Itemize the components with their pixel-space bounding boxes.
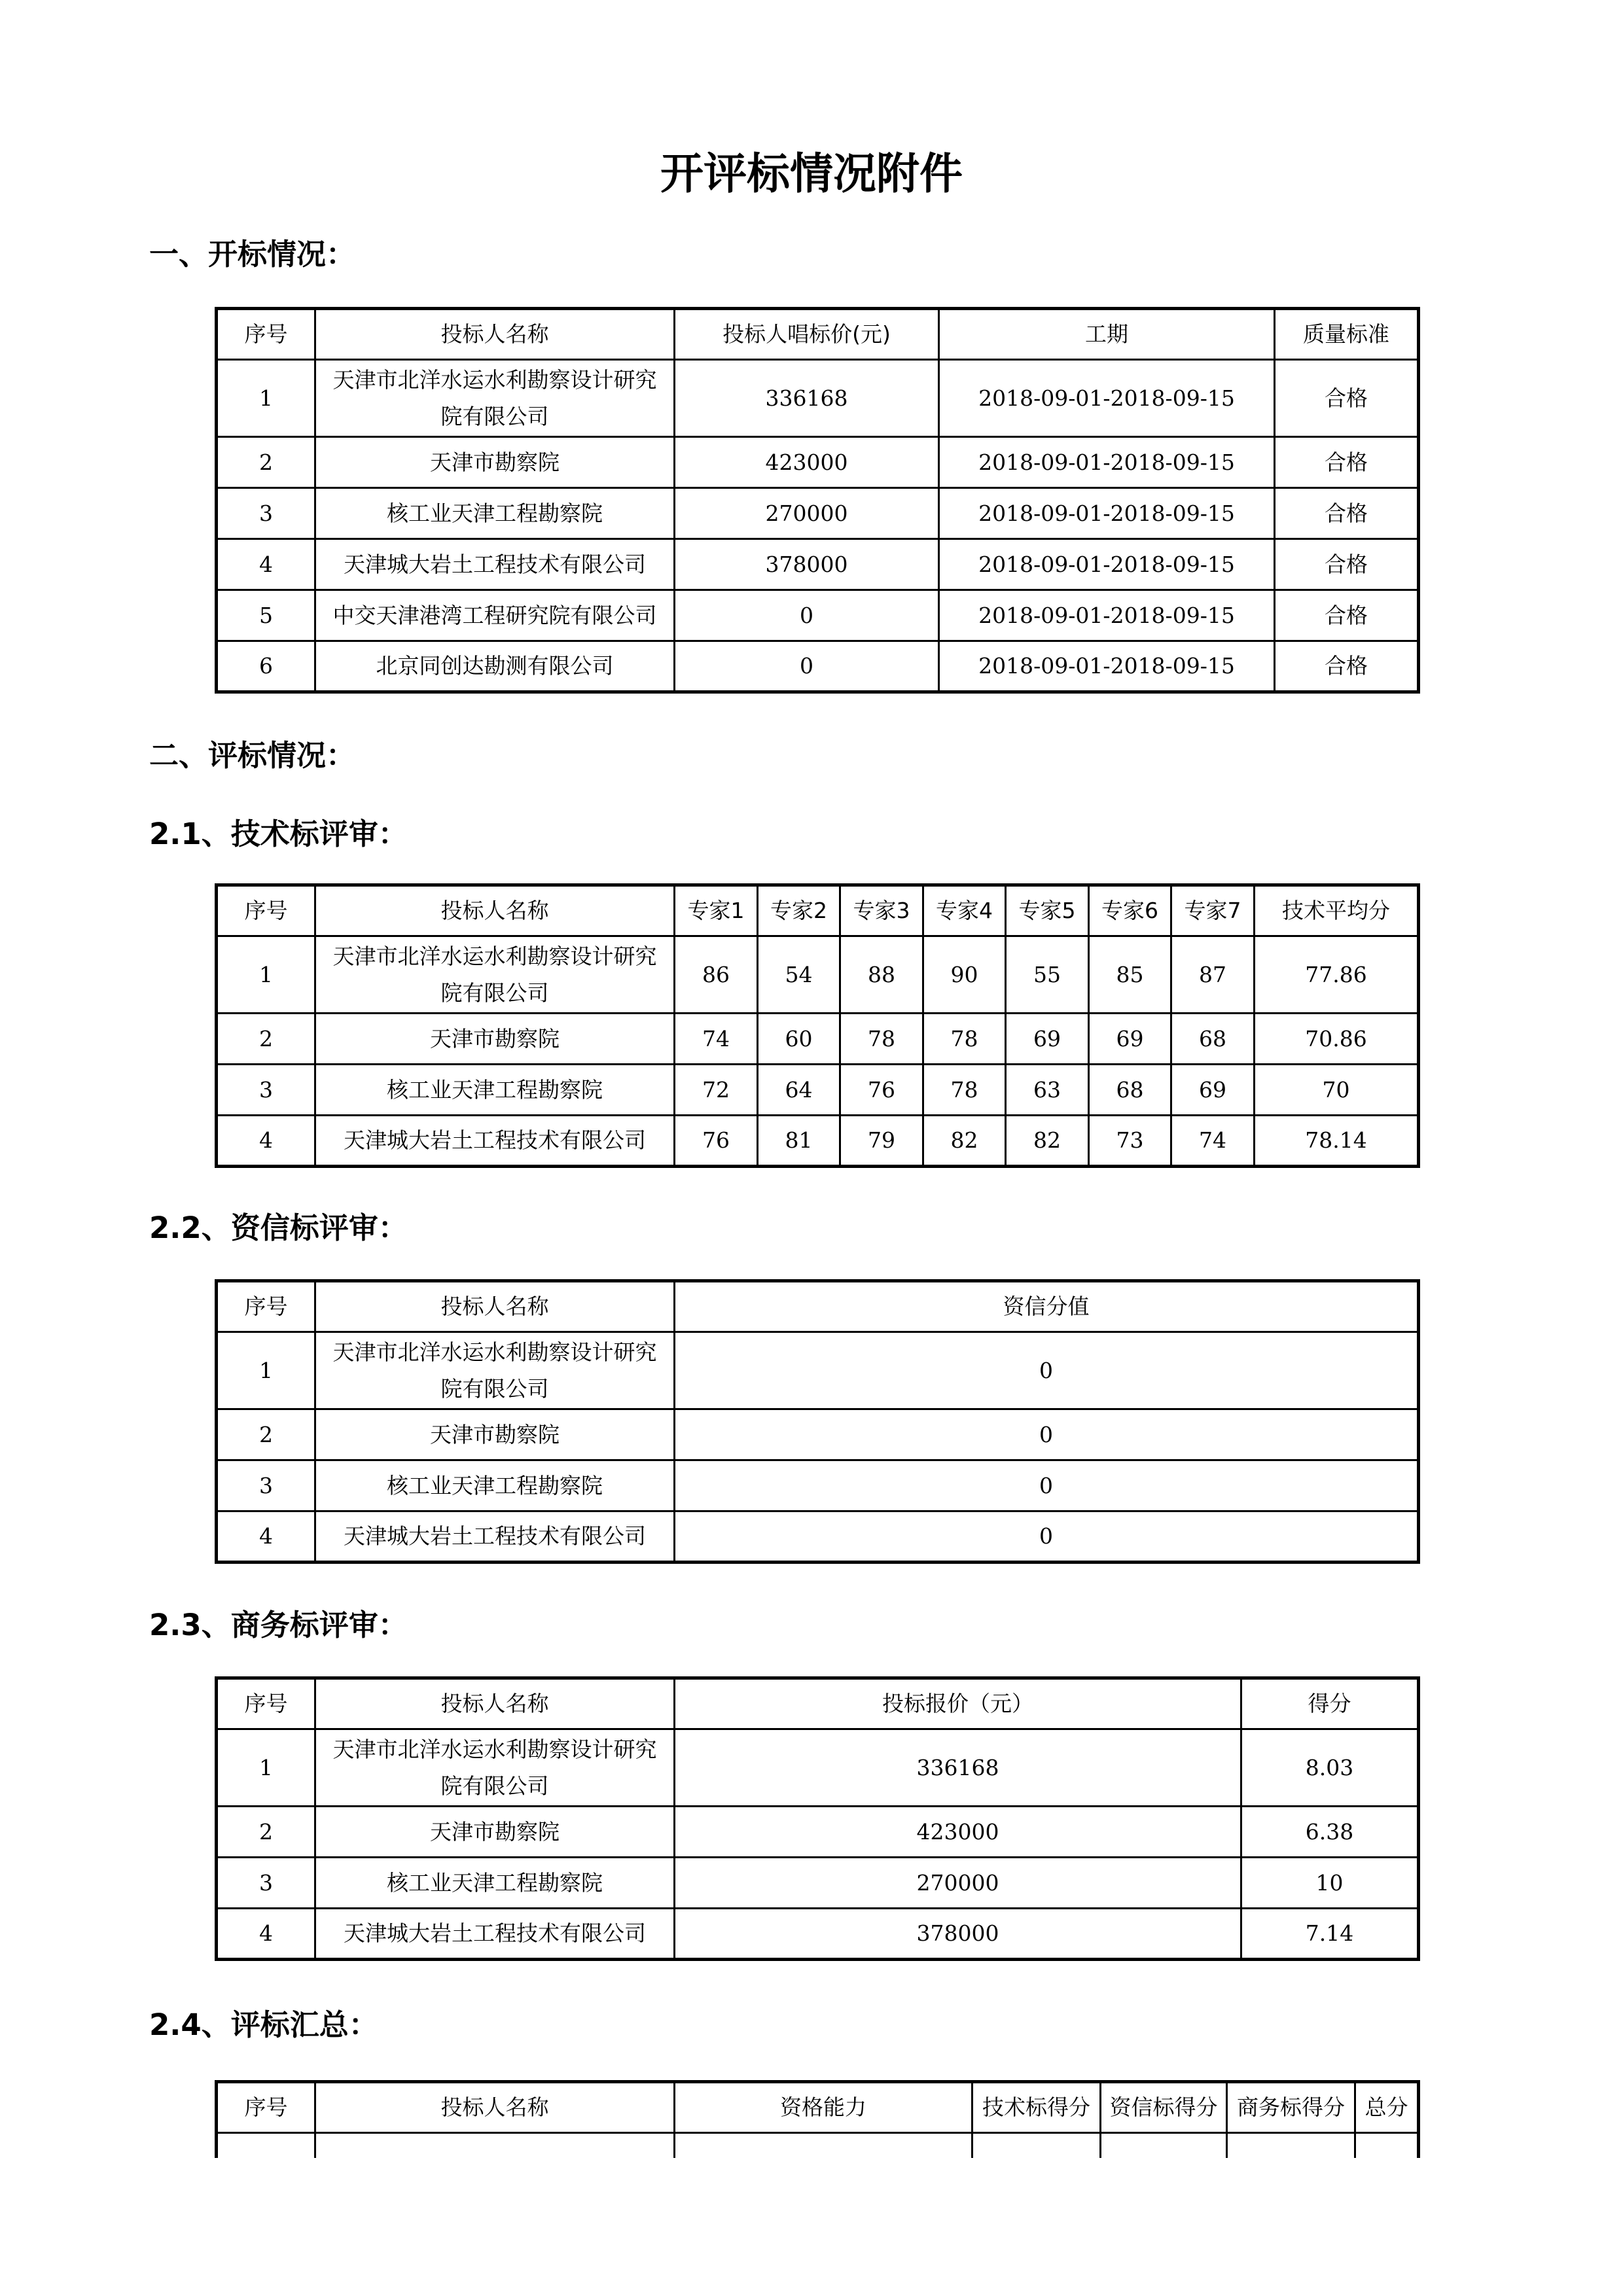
commercial-score: 6.38: [1241, 1807, 1419, 1858]
row-number: 3: [217, 1858, 315, 1909]
empty-cell: [1355, 2133, 1419, 2158]
table-row: [217, 539, 1419, 590]
header-cell: 专家6: [1089, 885, 1171, 936]
technical-average: 78.14: [1255, 1116, 1419, 1167]
row-number: 3: [217, 1065, 315, 1116]
bid-price: 0: [675, 590, 939, 641]
table-row: [217, 641, 1419, 692]
row-number: 2: [217, 1807, 315, 1858]
bid-price: 423000: [675, 437, 939, 488]
bidder-name: 天津城大岩土工程技术有限公司: [315, 1511, 675, 1563]
bidder-name: 天津市勘察院: [315, 1409, 675, 1460]
expert-score: 60: [758, 1014, 840, 1065]
expert-score: 79: [840, 1116, 923, 1167]
table-row: [217, 2133, 1419, 2158]
commercial-score: 7.14: [1241, 1909, 1419, 1960]
technical-average: 70: [1255, 1065, 1419, 1116]
quality-standard: 合格: [1275, 360, 1419, 437]
header-cell: 总分: [1355, 2082, 1419, 2133]
row-number: 1: [217, 1729, 315, 1807]
section-heading-summary: 2.4、评标汇总：: [149, 2007, 378, 2042]
table-row: [217, 936, 1419, 1014]
expert-score: 68: [1089, 1065, 1171, 1116]
table-row: [217, 590, 1419, 641]
expert-score: 54: [758, 936, 840, 1014]
header-cell: 专家1: [675, 885, 758, 936]
opening-table: [215, 307, 1420, 694]
table-row: [217, 1332, 1419, 1409]
table-row: [217, 1909, 1419, 1960]
quality-standard: 合格: [1275, 539, 1419, 590]
header-cell: 投标人名称: [315, 2082, 675, 2133]
expert-score: 81: [758, 1116, 840, 1167]
table-header-row: [217, 885, 1419, 936]
row-number: 4: [217, 539, 315, 590]
section-heading-opening: 一、开标情况：: [149, 237, 356, 272]
header-cell: 投标人名称: [315, 1678, 675, 1729]
bidder-name: 核工业天津工程勘察院: [315, 1460, 675, 1511]
expert-score: 78: [840, 1014, 923, 1065]
expert-score: 72: [675, 1065, 758, 1116]
expert-score: 76: [840, 1065, 923, 1116]
section-heading-evaluation: 二、评标情况：: [149, 738, 356, 773]
table-row: [217, 1729, 1419, 1807]
quality-standard: 合格: [1275, 641, 1419, 692]
quality-standard: 合格: [1275, 437, 1419, 488]
bidder-name: 天津市北洋水运水利勘察设计研究 院有限公司: [315, 1332, 675, 1409]
row-number: 1: [217, 936, 315, 1014]
work-period: 2018-09-01-2018-09-15: [939, 641, 1275, 692]
table-row: [217, 1014, 1419, 1065]
expert-score: 88: [840, 936, 923, 1014]
expert-score: 78: [923, 1014, 1006, 1065]
technical-average: 70.86: [1255, 1014, 1419, 1065]
expert-score: 68: [1171, 1014, 1255, 1065]
expert-score: 69: [1089, 1014, 1171, 1065]
expert-score: 86: [675, 936, 758, 1014]
expert-score: 87: [1171, 936, 1255, 1014]
section-heading-commercial: 2.3、商务标评审：: [149, 1608, 408, 1642]
row-number: 1: [217, 360, 315, 437]
bidder-name: 天津市勘察院: [315, 1014, 675, 1065]
bid-price: 423000: [675, 1807, 1241, 1858]
work-period: 2018-09-01-2018-09-15: [939, 590, 1275, 641]
work-period: 2018-09-01-2018-09-15: [939, 488, 1275, 539]
bid-price: 336168: [675, 360, 939, 437]
table-header-row: [217, 2082, 1419, 2133]
table-row: [217, 1065, 1419, 1116]
expert-score: 90: [923, 936, 1006, 1014]
table-row: [217, 1807, 1419, 1858]
header-cell: 专家2: [758, 885, 840, 936]
table-row: [217, 1511, 1419, 1563]
header-cell: 专家4: [923, 885, 1006, 936]
credit-score: 0: [675, 1409, 1419, 1460]
work-period: 2018-09-01-2018-09-15: [939, 360, 1275, 437]
header-cell: 序号: [217, 885, 315, 936]
page-title: 开评标情况附件: [660, 149, 963, 199]
bidder-name: 天津市北洋水运水利勘察设计研究 院有限公司: [315, 360, 675, 437]
table-header-row: [217, 1678, 1419, 1729]
credit-score: 0: [675, 1511, 1419, 1563]
header-cell: 投标人唱标价(元): [675, 309, 939, 360]
header-cell: 技术标得分: [972, 2082, 1101, 2133]
credit-table: [215, 1279, 1420, 1564]
bidder-name: 核工业天津工程勘察院: [315, 488, 675, 539]
empty-cell: [675, 2133, 972, 2158]
bid-price: 378000: [675, 1909, 1241, 1960]
header-cell: 投标报价（元）: [675, 1678, 1241, 1729]
expert-score: 82: [923, 1116, 1006, 1167]
bidder-name: 天津市北洋水运水利勘察设计研究 院有限公司: [315, 1729, 675, 1807]
header-cell: 工期: [939, 309, 1275, 360]
expert-score: 76: [675, 1116, 758, 1167]
row-number: 6: [217, 641, 315, 692]
header-cell: 投标人名称: [315, 885, 675, 936]
expert-score: 69: [1006, 1014, 1089, 1065]
commercial-score: 10: [1241, 1858, 1419, 1909]
header-cell: 资信分值: [675, 1281, 1419, 1332]
table-row: [217, 360, 1419, 437]
expert-score: 63: [1006, 1065, 1089, 1116]
empty-cell: [315, 2133, 675, 2158]
quality-standard: 合格: [1275, 590, 1419, 641]
row-number: 2: [217, 1014, 315, 1065]
header-cell: 技术平均分: [1255, 885, 1419, 936]
commercial-score: 8.03: [1241, 1729, 1419, 1807]
row-number: 4: [217, 1116, 315, 1167]
row-number: 4: [217, 1909, 315, 1960]
work-period: 2018-09-01-2018-09-15: [939, 437, 1275, 488]
header-cell: 专家7: [1171, 885, 1255, 936]
table-header-row: [217, 1281, 1419, 1332]
quality-standard: 合格: [1275, 488, 1419, 539]
row-number: 2: [217, 1409, 315, 1460]
table-row: [217, 1116, 1419, 1167]
bid-price: 336168: [675, 1729, 1241, 1807]
empty-cell: [1227, 2133, 1355, 2158]
row-number: 1: [217, 1332, 315, 1409]
expert-score: 64: [758, 1065, 840, 1116]
header-cell: 资信标得分: [1101, 2082, 1227, 2133]
row-number: 4: [217, 1511, 315, 1563]
bid-price: 378000: [675, 539, 939, 590]
bidder-name: 天津城大岩土工程技术有限公司: [315, 539, 675, 590]
bidder-name: 核工业天津工程勘察院: [315, 1858, 675, 1909]
bid-price: 270000: [675, 488, 939, 539]
expert-score: 85: [1089, 936, 1171, 1014]
bidder-name: 天津市勘察院: [315, 437, 675, 488]
commercial-table: [215, 1676, 1420, 1961]
table-header-row: [217, 309, 1419, 360]
bidder-name: 天津市勘察院: [315, 1807, 675, 1858]
section-heading-technical: 2.1、技术标评审：: [149, 817, 408, 851]
header-cell: 专家5: [1006, 885, 1089, 936]
row-number: 3: [217, 488, 315, 539]
header-cell: 序号: [217, 309, 315, 360]
table-row: [217, 488, 1419, 539]
bidder-name: 天津市北洋水运水利勘察设计研究 院有限公司: [315, 936, 675, 1014]
bidder-name: 中交天津港湾工程研究院有限公司: [315, 590, 675, 641]
table-row: [217, 1858, 1419, 1909]
header-cell: 专家3: [840, 885, 923, 936]
work-period: 2018-09-01-2018-09-15: [939, 539, 1275, 590]
empty-cell: [1101, 2133, 1227, 2158]
technical-table: [215, 883, 1420, 1168]
empty-cell: [217, 2133, 315, 2158]
section-heading-credit: 2.2、资信标评审：: [149, 1210, 408, 1245]
row-number: 5: [217, 590, 315, 641]
header-cell: 投标人名称: [315, 1281, 675, 1332]
expert-score: 82: [1006, 1116, 1089, 1167]
header-cell: 质量标准: [1275, 309, 1419, 360]
table-row: [217, 1409, 1419, 1460]
header-cell: 资格能力: [675, 2082, 972, 2133]
header-cell: 序号: [217, 2082, 315, 2133]
bidder-name: 天津城大岩土工程技术有限公司: [315, 1909, 675, 1960]
summary-table: [215, 2080, 1420, 2158]
table-row: [217, 1460, 1419, 1511]
expert-score: 78: [923, 1065, 1006, 1116]
bidder-name: 核工业天津工程勘察院: [315, 1065, 675, 1116]
technical-average: 77.86: [1255, 936, 1419, 1014]
header-cell: 序号: [217, 1678, 315, 1729]
header-cell: 序号: [217, 1281, 315, 1332]
expert-score: 74: [1171, 1116, 1255, 1167]
header-cell: 商务标得分: [1227, 2082, 1355, 2133]
bidder-name: 天津城大岩土工程技术有限公司: [315, 1116, 675, 1167]
header-cell: 投标人名称: [315, 309, 675, 360]
bid-price: 270000: [675, 1858, 1241, 1909]
bidder-name: 北京同创达勘测有限公司: [315, 641, 675, 692]
credit-score: 0: [675, 1332, 1419, 1409]
bid-price: 0: [675, 641, 939, 692]
header-cell: 得分: [1241, 1678, 1419, 1729]
empty-cell: [972, 2133, 1101, 2158]
row-number: 2: [217, 437, 315, 488]
expert-score: 55: [1006, 936, 1089, 1014]
expert-score: 69: [1171, 1065, 1255, 1116]
credit-score: 0: [675, 1460, 1419, 1511]
expert-score: 74: [675, 1014, 758, 1065]
expert-score: 73: [1089, 1116, 1171, 1167]
row-number: 3: [217, 1460, 315, 1511]
table-row: [217, 437, 1419, 488]
